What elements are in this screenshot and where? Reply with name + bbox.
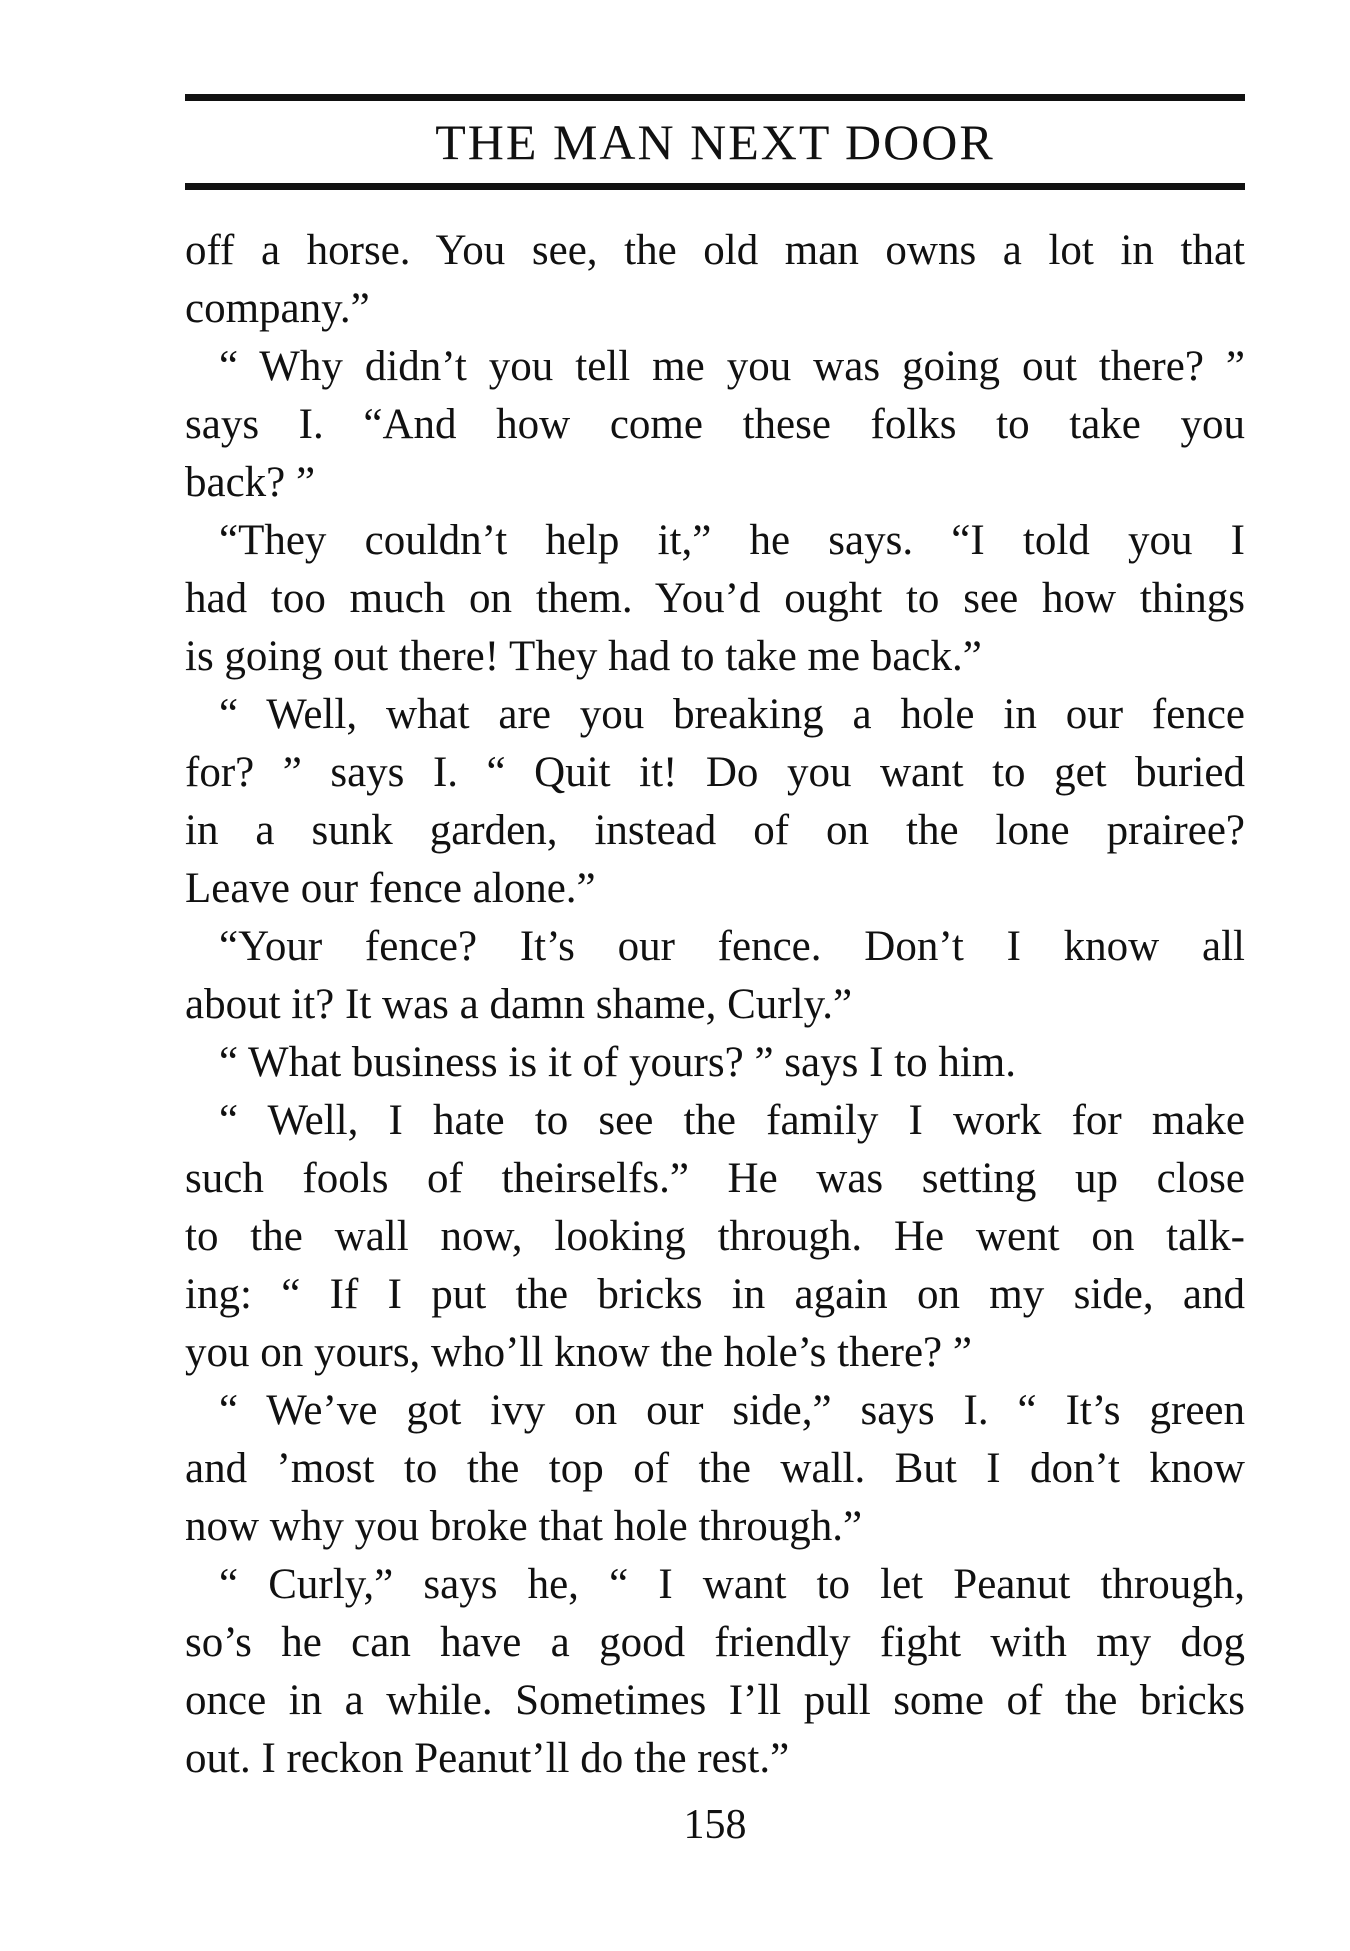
text-line: “ We’ve got ivy on our side,” says I. “ It’s green: [219, 1387, 1245, 1434]
page-number: 158: [683, 1802, 747, 1848]
header-rule-top: [185, 94, 1245, 101]
body-text: [185, 222, 1245, 1788]
text-line: company.”: [185, 285, 370, 332]
text-line: “ What business is it of yours? ” says I to him.: [219, 1039, 1016, 1086]
text-line: out. I reckon Peanut’ll do the rest.”: [185, 1735, 790, 1782]
text-line: back? ”: [185, 459, 316, 506]
text-line: Leave our fence alone.”: [185, 865, 596, 912]
text-line: is going out there! They had to take me back.”: [185, 633, 982, 680]
text-line: “ Curly,” says he, “ I want to let Peanut through,: [219, 1561, 1245, 1608]
text-line: “They couldn’t help it,” he says. “I told you I: [219, 517, 1245, 564]
text-line: now why you broke that hole through.”: [185, 1503, 863, 1550]
header-rule-bottom: [185, 183, 1245, 190]
text-line: once in a while. Sometimes I’ll pull some of the bricks: [185, 1677, 1245, 1724]
text-line: “ Well, what are you breaking a hole in our fence: [219, 691, 1245, 738]
text-line: says I. “And how come these folks to take you: [185, 401, 1245, 448]
text-line: “ Well, I hate to see the family I work for make: [219, 1097, 1245, 1144]
text-line: for? ” says I. “ Quit it! Do you want to get buried: [185, 749, 1245, 796]
text-line: off a horse. You see, the old man owns a lot in that: [185, 227, 1245, 274]
text-line: about it? It was a damn shame, Curly.”: [185, 981, 853, 1028]
text-line: to the wall now, looking through. He went on talk-: [185, 1213, 1245, 1260]
text-line: in a sunk garden, instead of on the lone prairee?: [185, 807, 1245, 854]
text-line: so’s he can have a good friendly fight with my dog: [185, 1619, 1245, 1666]
text-line: “Your fence? It’s our fence. Don’t I know all: [219, 923, 1245, 970]
text-line: “ Why didn’t you tell me you was going out there? ”: [219, 343, 1245, 390]
running-head: THE MAN NEXT DOOR: [435, 114, 995, 170]
text-line: and ’most to the top of the wall. But I don’t know: [185, 1445, 1245, 1492]
text-line: such fools of theirselfs.” He was setting up close: [185, 1155, 1245, 1202]
text-line: ing: “ If I put the bricks in again on my side, and: [185, 1271, 1245, 1318]
text-line: you on yours, who’ll know the hole’s there? ”: [185, 1329, 972, 1376]
text-line: had too much on them. You’d ought to see how things: [185, 575, 1245, 622]
